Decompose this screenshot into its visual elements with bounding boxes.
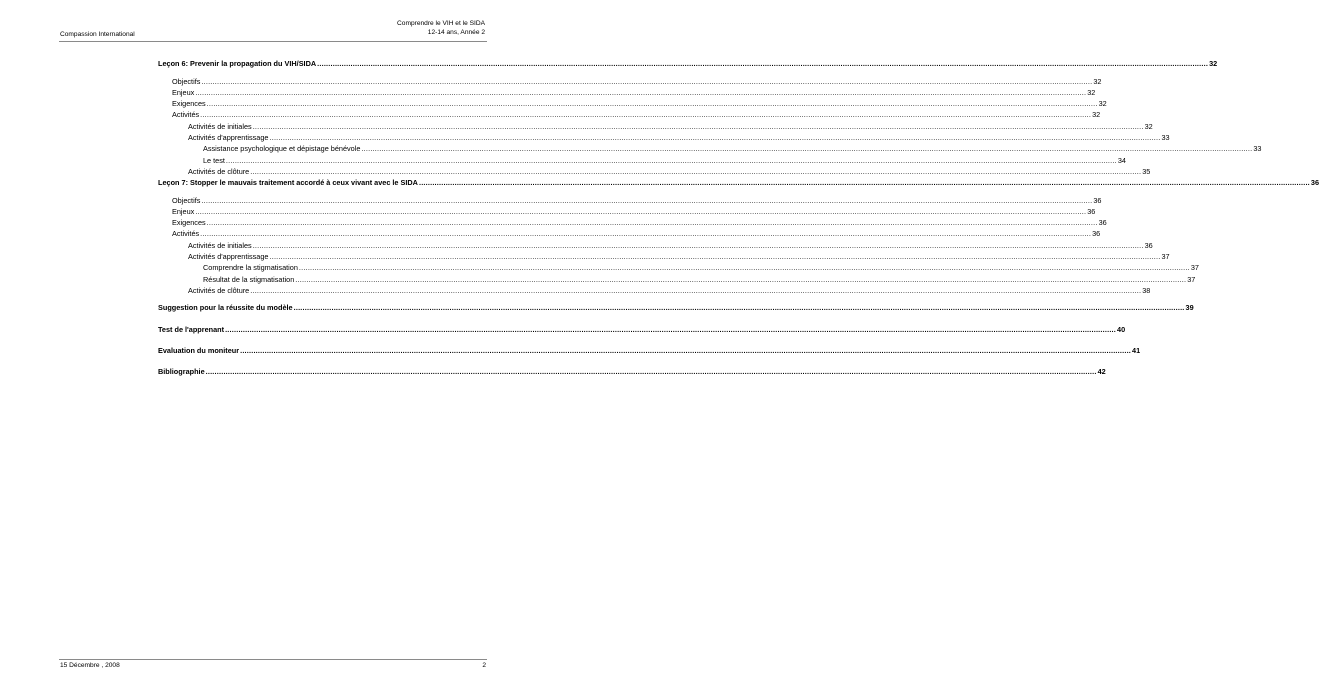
toc-entry-title: Activités de initiales: [188, 240, 252, 250]
toc-leader: ................................................................................................................................................................................................................................................................................................................................................................................................................: [250, 285, 1142, 295]
toc-entry-page: 40: [1117, 324, 1126, 334]
toc-leader: ................................................................................................................................................................................................................................................................................................................................................................................................................: [195, 206, 1087, 216]
toc-entry[interactable]: [158, 238, 1153, 250]
toc-entry[interactable]: [158, 153, 1126, 165]
toc-entry-page: 39: [1185, 303, 1194, 313]
toc-entry-title: Objectifs: [172, 195, 201, 205]
toc-entry-page: 42: [1097, 367, 1106, 377]
toc-entry[interactable]: [158, 227, 1101, 239]
toc-entry-page: 37: [1187, 274, 1196, 284]
toc-entry-title: Activités de clôture: [188, 166, 250, 176]
toc-entry-title: Activités de clôture: [188, 285, 250, 295]
toc-entry-page: 37: [1161, 252, 1170, 262]
toc-entry[interactable]: [158, 284, 1151, 295]
toc-entry-page: 32: [1092, 110, 1101, 120]
toc-entry-title: Evaluation du moniteur: [158, 345, 240, 355]
header-title: Comprendre le VIH et le SIDA: [397, 20, 485, 27]
toc-entry-evaluation[interactable]: [158, 344, 1141, 355]
toc-entry-page: 32: [1093, 76, 1102, 86]
toc-entry-title: Leçon 6: Prevenir la propagation du VIH/SIDA: [158, 59, 317, 69]
toc-entry-test-apprenant[interactable]: [158, 322, 1126, 334]
toc-leader: ................................................................................................................................................................................................................................................................................................................................................................................................................: [225, 155, 1117, 165]
toc-entry-page: 36: [1093, 195, 1102, 205]
toc-entry[interactable]: [158, 108, 1101, 120]
toc-entry-page: 35: [1142, 166, 1151, 176]
toc-entry-page: 32: [1144, 121, 1153, 131]
toc-leader: ................................................................................................................................................................................................................................................................................................................................................................................................................: [200, 229, 1092, 239]
toc-entry-title: Suggestion pour la réussite du modèle: [158, 303, 293, 313]
toc-entry-page: 32: [1098, 99, 1107, 109]
toc-entry-title: Activités de initiales: [188, 121, 252, 131]
toc-leader: ................................................................................................................................................................................................................................................................................................................................................................................................................: [418, 178, 1310, 188]
toc-leader: ................................................................................................................................................................................................................................................................................................................................................................................................................: [269, 252, 1161, 262]
toc-leader: ................................................................................................................................................................................................................................................................................................................................................................................................................: [250, 166, 1142, 176]
toc-leader: ................................................................................................................................................................................................................................................................................................................................................................................................................: [269, 133, 1161, 143]
toc-leader: ................................................................................................................................................................................................................................................................................................................................................................................................................: [225, 324, 1117, 334]
header-subtitle: 12-14 ans, Année 2: [427, 28, 485, 36]
toc-leader: ................................................................................................................................................................................................................................................................................................................................................................................................................: [201, 76, 1093, 86]
toc-entry-page: 36: [1087, 206, 1096, 216]
toc-leader: ................................................................................................................................................................................................................................................................................................................................................................................................................: [240, 345, 1132, 355]
toc-entry-title: Objectifs: [172, 76, 201, 86]
toc-entry[interactable]: [158, 86, 1096, 97]
toc-leader: ................................................................................................................................................................................................................................................................................................................................................................................................................: [201, 195, 1093, 205]
toc-entry[interactable]: [158, 74, 1102, 86]
toc-entry-title: Leçon 7: Stopper le mauvais traitement accordé à ceux vivant avec le SIDA: [158, 178, 418, 188]
toc-entry-page: 41: [1132, 345, 1141, 355]
toc-entry-page: 36: [1144, 240, 1153, 250]
toc-leader: ................................................................................................................................................................................................................................................................................................................................................................................................................: [317, 59, 1209, 69]
toc-leader: ................................................................................................................................................................................................................................................................................................................................................................................................................: [206, 99, 1098, 109]
toc-leader: ................................................................................................................................................................................................................................................................................................................................................................................................................: [205, 367, 1097, 377]
toc-entry-title: Résultat de la stigmatisation: [203, 274, 295, 284]
toc-entry[interactable]: [158, 261, 1199, 273]
toc-entry-title: Test de l'apprenant: [158, 324, 225, 334]
toc-entry-title: Enjeux: [172, 206, 195, 216]
toc-entry-title: Activités d'apprentissage: [188, 252, 269, 262]
toc-entry-bibliographie[interactable]: [158, 365, 1106, 377]
header-org: Compassion International: [60, 31, 135, 38]
toc-entry-title: Enjeux: [172, 87, 195, 97]
toc-leader: ................................................................................................................................................................................................................................................................................................................................................................................................................: [295, 274, 1187, 284]
toc-entry[interactable]: [158, 142, 1262, 154]
toc-entry[interactable]: [158, 272, 1196, 284]
toc-entry[interactable]: [158, 165, 1151, 176]
toc-entry-title: Exigences: [172, 218, 206, 228]
toc-leader: ................................................................................................................................................................................................................................................................................................................................................................................................................: [361, 144, 1253, 154]
toc-entry-title: Comprendre la stigmatisation: [203, 263, 298, 273]
toc-entry-page: 34: [1117, 155, 1126, 165]
footer-divider: [59, 659, 487, 660]
toc-entry[interactable]: [158, 97, 1107, 109]
toc-leader: ................................................................................................................................................................................................................................................................................................................................................................................................................: [293, 303, 1185, 313]
toc-entry-title: Le test: [203, 155, 225, 165]
toc-entry[interactable]: [158, 119, 1153, 131]
toc-entry-page: 33: [1253, 144, 1262, 154]
table-of-contents: [158, 57, 1319, 377]
toc-leader: ................................................................................................................................................................................................................................................................................................................................................................................................................: [195, 87, 1087, 97]
toc-leader: ................................................................................................................................................................................................................................................................................................................................................................................................................: [206, 218, 1098, 228]
toc-entry-lecon-6[interactable]: [158, 57, 1218, 69]
toc-entry-page: 33: [1161, 133, 1170, 143]
toc-entry-page: 36: [1098, 218, 1107, 228]
toc-entry-title: Exigences: [172, 99, 206, 109]
toc-entry-page: 38: [1142, 285, 1151, 295]
toc-entry[interactable]: [158, 216, 1107, 228]
toc-entry-title: Activités: [172, 229, 200, 239]
toc-entry-page: 36: [1092, 229, 1101, 239]
header-divider: [59, 41, 487, 42]
toc-entry-page: 32: [1209, 59, 1218, 69]
toc-entry-suggestion[interactable]: [158, 301, 1194, 313]
toc-entry[interactable]: [158, 131, 1170, 143]
toc-entry-page: 36: [1310, 178, 1319, 188]
toc-entry-page: 32: [1087, 87, 1096, 97]
toc-entry-title: Activités d'apprentissage: [188, 133, 269, 143]
toc-entry[interactable]: [158, 205, 1096, 216]
toc-leader: ................................................................................................................................................................................................................................................................................................................................................................................................................: [252, 121, 1144, 131]
header-doc-info: [285, 20, 485, 37]
toc-entry[interactable]: [158, 250, 1170, 262]
toc-entry-title: Bibliographie: [158, 367, 205, 377]
footer-page-number: 2: [482, 662, 486, 669]
toc-leader: ................................................................................................................................................................................................................................................................................................................................................................................................................: [252, 240, 1144, 250]
toc-entry-title: Assistance psychologique et dépistage bénévole: [203, 144, 361, 154]
toc-entry-title: Activités: [172, 110, 200, 120]
toc-entry[interactable]: [158, 193, 1102, 205]
toc-entry-lecon-7[interactable]: [158, 176, 1319, 188]
toc-leader: ................................................................................................................................................................................................................................................................................................................................................................................................................: [200, 110, 1092, 120]
toc-entry-page: 37: [1190, 263, 1199, 273]
footer-date: 15 Décembre , 2008: [60, 662, 120, 669]
toc-leader: ................................................................................................................................................................................................................................................................................................................................................................................................................: [298, 263, 1190, 273]
